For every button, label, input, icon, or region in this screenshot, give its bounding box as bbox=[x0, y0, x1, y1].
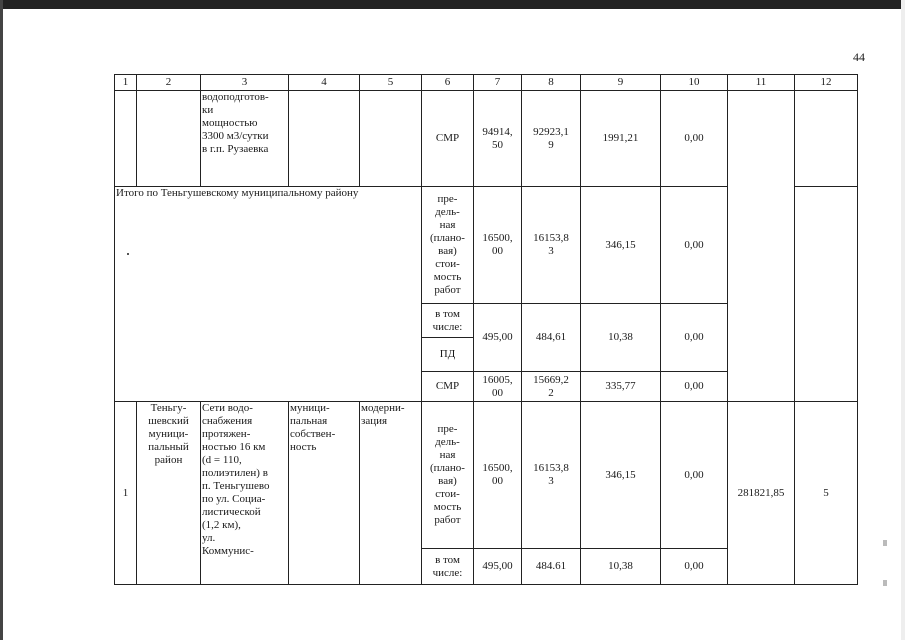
value-cell: 484.61 bbox=[522, 549, 581, 585]
table-row bbox=[115, 91, 858, 187]
value-cell: 484,61 bbox=[522, 304, 581, 372]
table-cell bbox=[360, 91, 422, 187]
scan-artifact bbox=[883, 540, 887, 546]
value-cell: 92923,1 9 bbox=[522, 91, 581, 187]
header-cell: 7 bbox=[474, 75, 522, 91]
table-cell bbox=[137, 91, 201, 187]
value-cell: 15669,2 2 bbox=[522, 372, 581, 402]
value-cell: 335,77 bbox=[581, 372, 661, 402]
value-cell: 495,00 bbox=[474, 304, 522, 372]
header-cell: 1 bbox=[115, 75, 137, 91]
value-cell: 16500, 00 bbox=[474, 402, 522, 549]
value-cell: 10,38 bbox=[581, 549, 661, 585]
value-cell: 0,00 bbox=[661, 187, 728, 304]
value-cell: 16005, 00 bbox=[474, 372, 522, 402]
cost-type: пре- дель- ная (плано- вая) стои- мость работ bbox=[422, 402, 474, 549]
cost-type: в том числе: bbox=[422, 549, 474, 585]
header-cell: 10 bbox=[661, 75, 728, 91]
scan-right-edge bbox=[901, 0, 905, 640]
header-cell: 8 bbox=[522, 75, 581, 91]
value-cell: 0,00 bbox=[661, 304, 728, 372]
item-row bbox=[115, 402, 858, 549]
cost-type: в том числе: bbox=[422, 304, 474, 338]
header-cell: 6 bbox=[422, 75, 474, 91]
header-cell: 3 bbox=[201, 75, 289, 91]
total-label: Итого по Теньгушевскому муниципальному району bbox=[115, 187, 422, 402]
cost-type: СМР bbox=[422, 372, 474, 402]
scan-left-border bbox=[0, 0, 3, 640]
object-description: Сети водо- снабжения протяжен- ностью 16 км (d = 110, полиэтилен) в п. Теньгушево по ул. Социа- листической (1,2 км), ул. Коммунис- bbox=[201, 402, 289, 585]
district-name: Теньгу- шевский муници- пальный район bbox=[137, 402, 201, 585]
header-cell: 12 bbox=[795, 75, 858, 91]
item-number: 1 bbox=[115, 402, 137, 585]
value-cell: 1991,21 bbox=[581, 91, 661, 187]
cost-type: ПД bbox=[422, 338, 474, 372]
header-cell: 2 bbox=[137, 75, 201, 91]
header-cell: 11 bbox=[728, 75, 795, 91]
header-row bbox=[115, 75, 858, 91]
value-cell: 16500, 00 bbox=[474, 187, 522, 304]
value-cell: 281821,85 bbox=[728, 402, 795, 585]
table-cell bbox=[795, 91, 858, 187]
value-cell: 16153,8 3 bbox=[522, 187, 581, 304]
scan-top-border bbox=[0, 0, 905, 9]
table-cell bbox=[795, 187, 858, 402]
cost-type: пре- дель- ная (плано- вая) стои- мость работ bbox=[422, 187, 474, 304]
header-cell: 5 bbox=[360, 75, 422, 91]
investment-table bbox=[114, 74, 858, 585]
scan-artifact bbox=[883, 580, 887, 586]
value-cell: 0,00 bbox=[661, 372, 728, 402]
ownership-form: муници- пальная собствен- ность bbox=[289, 402, 360, 585]
header-cell: 4 bbox=[289, 75, 360, 91]
work-type: модерни- зация bbox=[360, 402, 422, 585]
value-cell: 346,15 bbox=[581, 402, 661, 549]
value-cell: 495,00 bbox=[474, 549, 522, 585]
table-cell bbox=[289, 91, 360, 187]
value-cell: 0,00 bbox=[661, 402, 728, 549]
object-description: водоподготов- ки мощностью 3300 м3/сутки в г.п. Рузаевка bbox=[201, 91, 289, 187]
value-cell: 10,38 bbox=[581, 304, 661, 372]
value-cell: 0,00 bbox=[661, 91, 728, 187]
cost-type: СМР bbox=[422, 91, 474, 187]
value-cell: 346,15 bbox=[581, 187, 661, 304]
page-number: 44 bbox=[853, 50, 865, 64]
value-cell: 94914, 50 bbox=[474, 91, 522, 187]
value-cell: 5 bbox=[795, 402, 858, 585]
value-cell: 0,00 bbox=[661, 549, 728, 585]
value-cell: 16153,8 3 bbox=[522, 402, 581, 549]
header-cell: 9 bbox=[581, 75, 661, 91]
table-cell bbox=[728, 91, 795, 402]
table-cell bbox=[115, 91, 137, 187]
